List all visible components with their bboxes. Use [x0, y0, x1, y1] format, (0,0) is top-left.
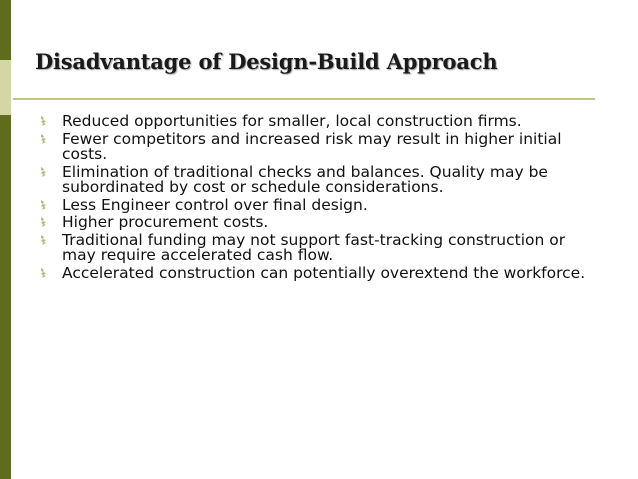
left-accent-bar-highlight [0, 60, 11, 115]
bullet-text: Less Engineer control over final design. [62, 195, 368, 214]
bullet-text: Accelerated construction can potentially overextend the workforce. [62, 263, 586, 282]
list-item [38, 162, 598, 196]
bullet-text: Fewer competitors and increased risk may result in higher initial costs. [62, 129, 562, 163]
bullet-icon [39, 199, 48, 211]
list-item [38, 215, 598, 231]
bullet-text: Traditional funding may not support fast-tracking construction or may require accelerated cash flow. [62, 230, 566, 264]
slide-title: Disadvantage of Design-Build Approach [35, 49, 498, 74]
list-item [38, 195, 598, 214]
bullet-icon [39, 234, 48, 246]
bullet-icon [39, 216, 48, 228]
list-item [38, 114, 598, 130]
bullet-list [38, 114, 598, 283]
list-item [38, 263, 598, 282]
bullet-icon [39, 267, 48, 279]
bullet-text: Reduced opportunities for smaller, local construction firms. [62, 112, 522, 130]
bullet-icon [39, 166, 48, 178]
list-item [38, 230, 598, 264]
bullet-text: Higher procurement costs. [62, 213, 269, 231]
title-divider [13, 98, 595, 100]
list-item [38, 129, 598, 163]
bullet-icon [39, 133, 48, 145]
bullet-icon [39, 115, 48, 127]
bullet-text: Elimination of traditional checks and balances. Quality may be subordinated by cost or schedule considerations. [62, 162, 548, 196]
